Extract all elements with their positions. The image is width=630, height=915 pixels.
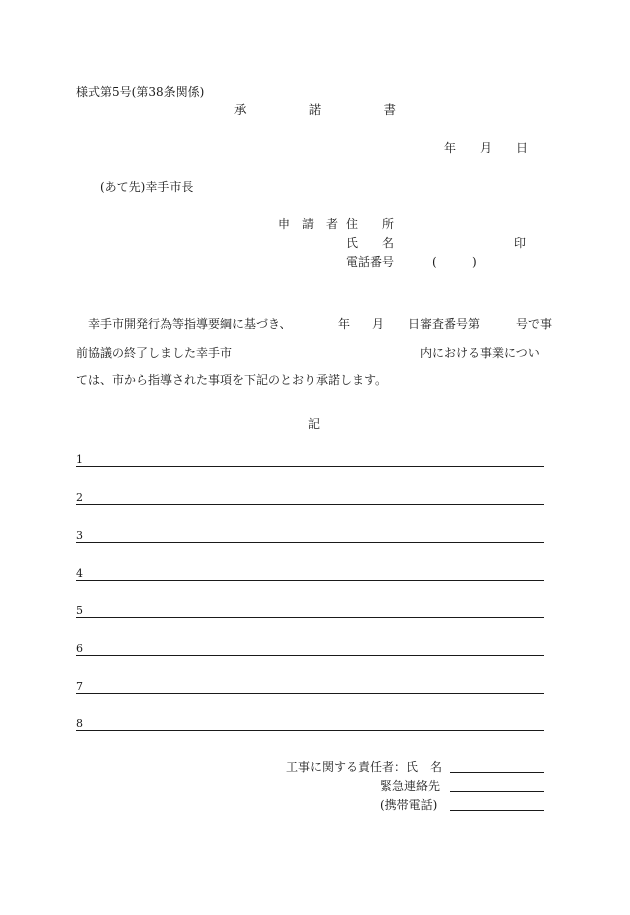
contact-label: 緊急連絡先 bbox=[380, 779, 441, 793]
body-line2-part1: 前協議の終了しました幸手市 bbox=[76, 346, 233, 360]
item-number: 8 bbox=[76, 717, 83, 730]
body-line1-year: 年 bbox=[338, 317, 351, 331]
list-item[interactable] bbox=[76, 679, 544, 694]
date-year-label: 年 bbox=[444, 141, 457, 155]
title-char-2: 諾 bbox=[308, 102, 322, 117]
title-char-3: 書 bbox=[383, 102, 396, 117]
title-char-1: 承 bbox=[234, 102, 247, 117]
body-line3: ては、市から指導された事項を下記のとおり承諾します。 bbox=[76, 373, 388, 387]
item-number: 3 bbox=[76, 529, 83, 542]
item-number: 1 bbox=[76, 453, 83, 466]
phone-label: 電話番号 bbox=[346, 255, 395, 269]
list-item[interactable] bbox=[76, 603, 544, 618]
list-item[interactable] bbox=[76, 528, 544, 543]
item-number: 2 bbox=[76, 491, 83, 504]
body-line1-month: 月 bbox=[372, 317, 385, 331]
body-line1-part3: 号で事 bbox=[516, 317, 553, 331]
applicant-label: 申 請 者 bbox=[278, 217, 339, 231]
phone-paren-open: ( bbox=[432, 255, 437, 269]
list-item[interactable] bbox=[76, 716, 544, 731]
item-number: 5 bbox=[76, 604, 83, 617]
date-line bbox=[444, 142, 528, 154]
date-month-label: 月 bbox=[480, 141, 493, 155]
addressee: (あて先)幸手市長 bbox=[100, 180, 194, 194]
body-line1-part2: 日審査番号第 bbox=[408, 317, 481, 331]
mobile-label: (携帯電話) bbox=[380, 798, 438, 812]
body-line2-part2: 内における事業につい bbox=[420, 346, 540, 360]
record-label: 記 bbox=[308, 417, 321, 431]
list-item[interactable] bbox=[76, 566, 544, 581]
address-label: 住 所 bbox=[346, 217, 395, 231]
responsible-name-label: 工事に関する責任者：氏 名 bbox=[286, 760, 443, 774]
phone-paren-close: ) bbox=[472, 255, 477, 269]
seal-label: 印 bbox=[514, 236, 527, 250]
list-item[interactable] bbox=[76, 490, 544, 505]
list-item[interactable] bbox=[76, 452, 544, 467]
mobile-field[interactable] bbox=[450, 810, 544, 811]
name-label: 氏 名 bbox=[346, 236, 395, 250]
item-number: 7 bbox=[76, 680, 83, 693]
list-item[interactable] bbox=[76, 641, 544, 656]
date-day-label: 日 bbox=[516, 141, 529, 155]
item-number: 4 bbox=[76, 567, 83, 580]
item-number: 6 bbox=[76, 642, 83, 655]
form-number: 様式第5号(第38条関係) bbox=[76, 85, 205, 99]
contact-field[interactable] bbox=[450, 791, 544, 792]
responsible-name-field[interactable] bbox=[450, 772, 544, 773]
document-title bbox=[234, 104, 396, 117]
body-line1-part1: 幸手市開発行為等指導要綱に基づき、 bbox=[88, 317, 292, 331]
